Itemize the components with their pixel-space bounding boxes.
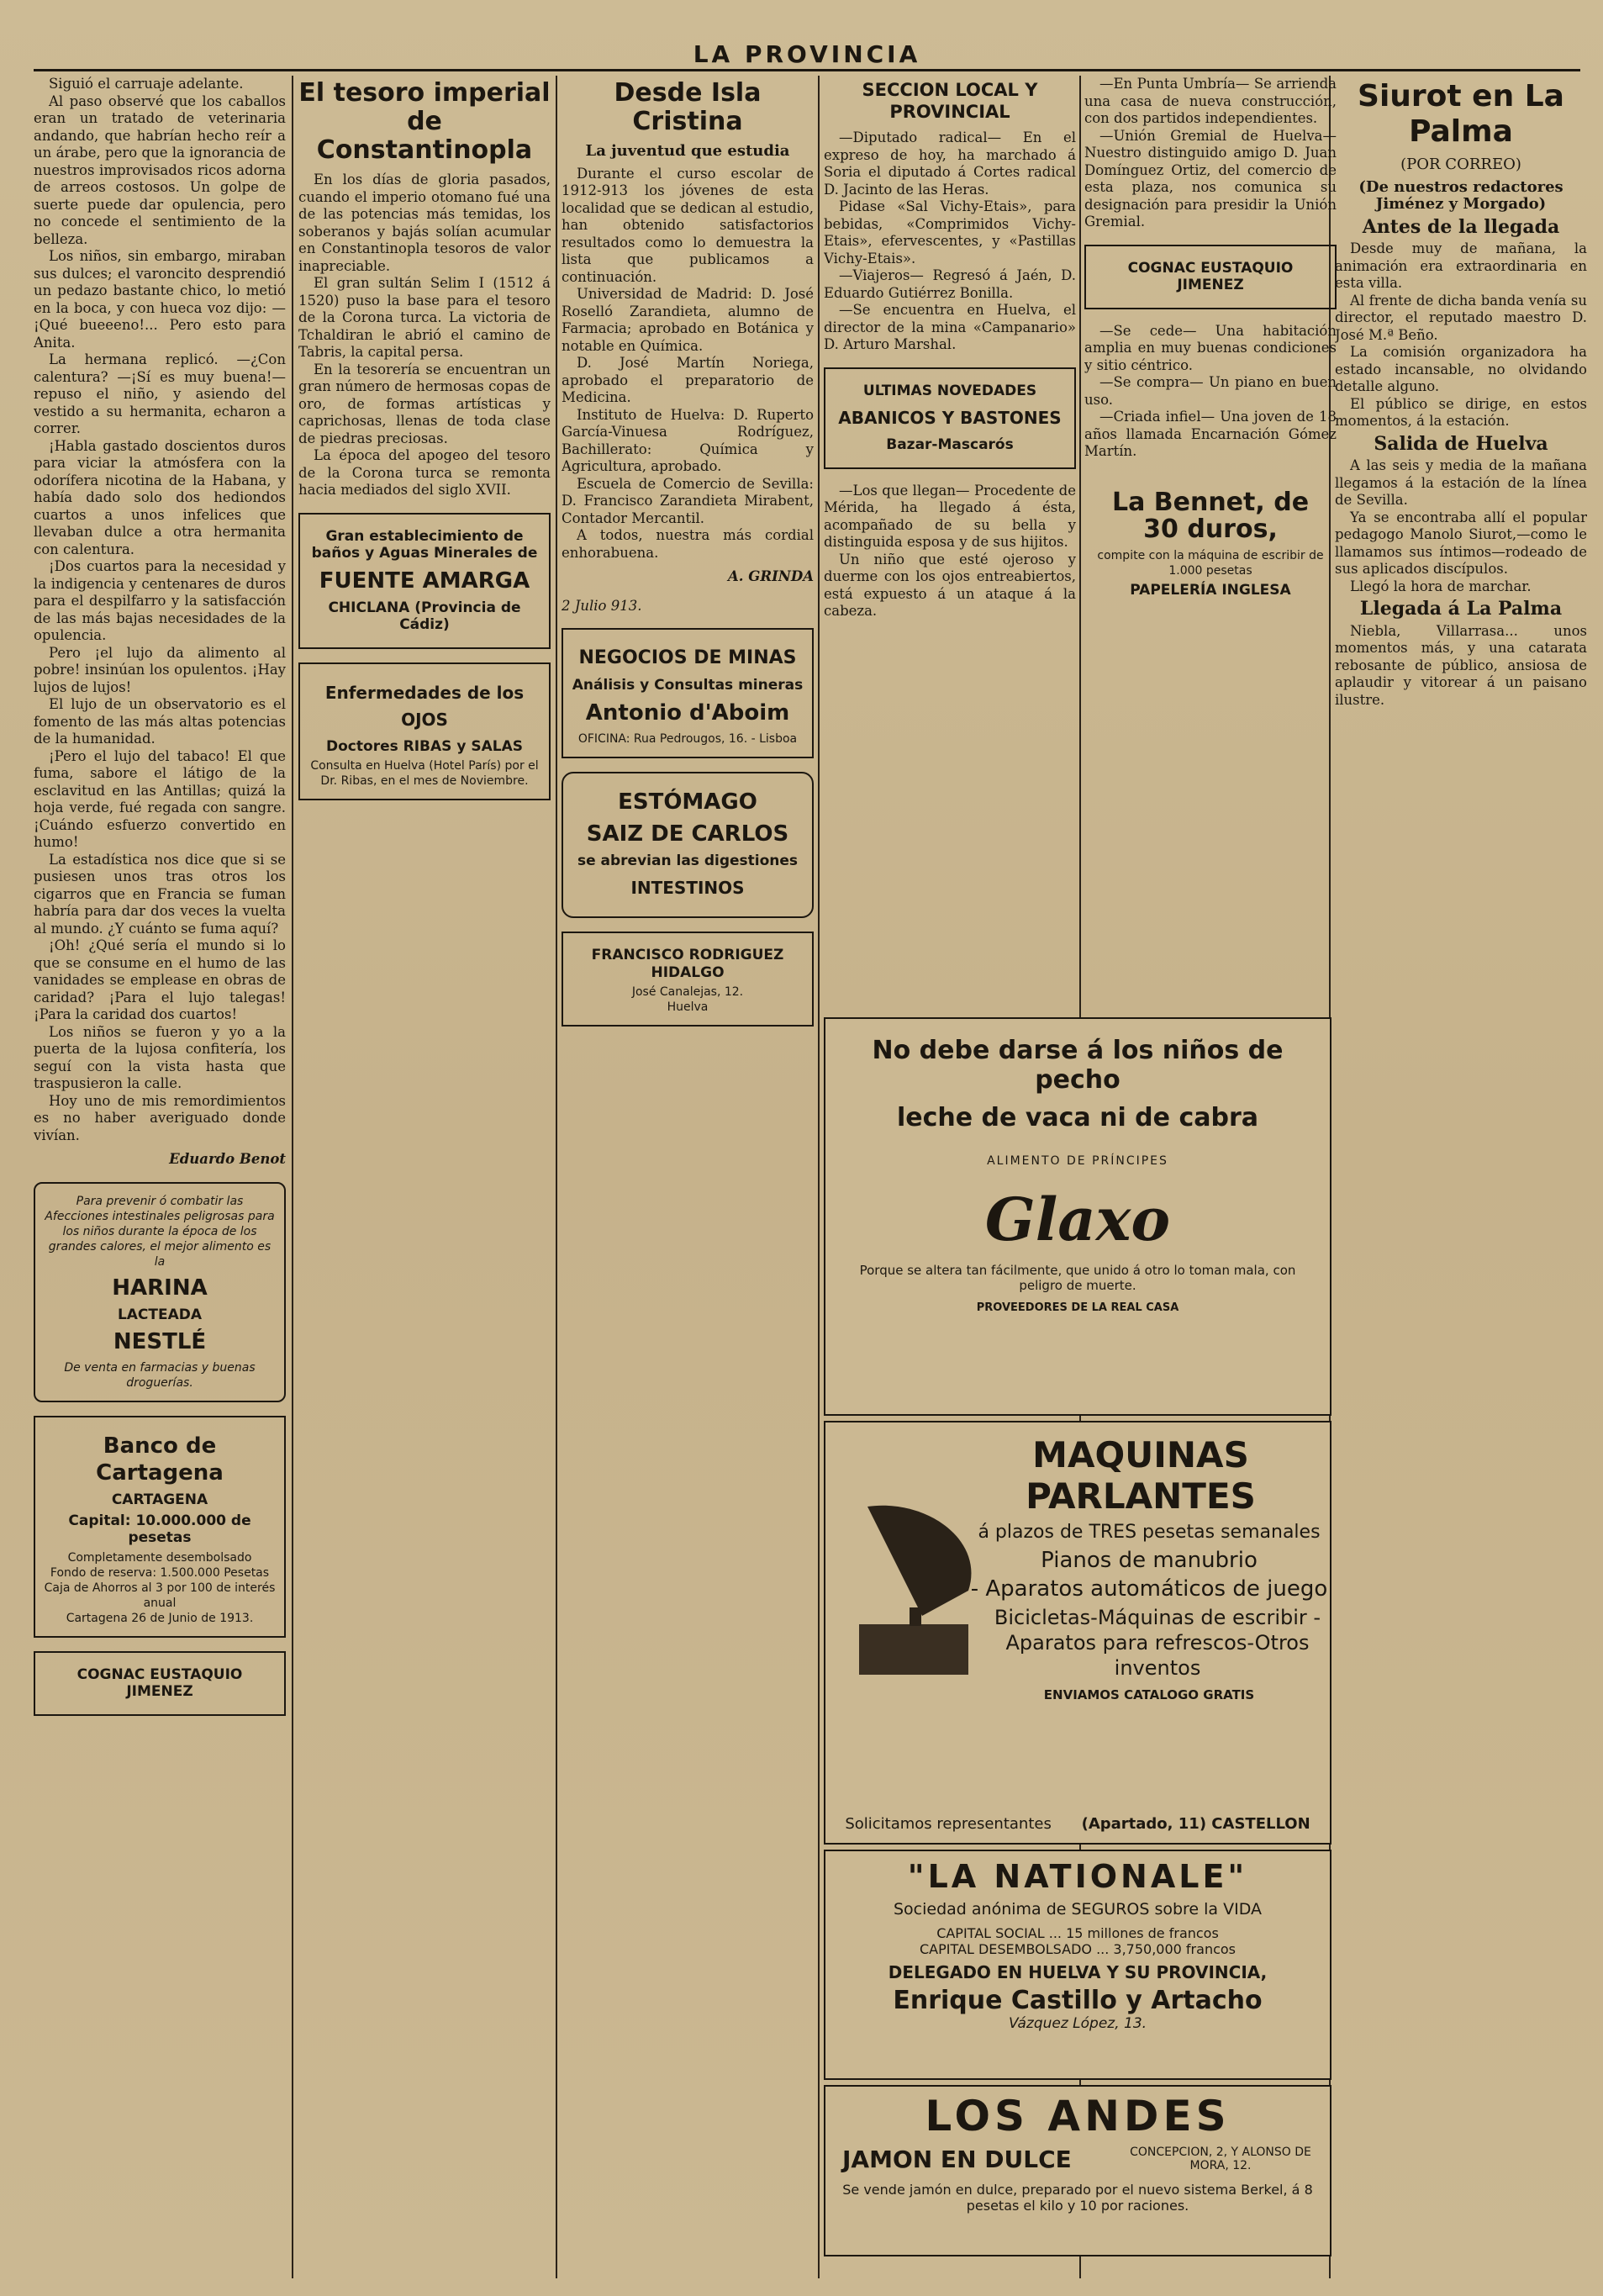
fans-line-2: ABANICOS Y BASTONES xyxy=(838,408,1062,428)
cognac-ad-2 xyxy=(1084,245,1337,309)
paragraph: —En Punta Umbría— Se arrienda una casa de nueva construcción, con dos partidos independientes. xyxy=(1084,76,1337,126)
column-2 xyxy=(298,76,551,2278)
col1-paragraphs xyxy=(34,76,286,1144)
paragraph: Los niños, sin embargo, miraban sus dulces; el varoncito desprendió un pedazo bastante chico, lo metió en la boca, y con hueca voz dijo: —¡Qué bueeeno!... Pero esto para Anita. xyxy=(34,248,286,351)
bank-name: Banco de Cartagena xyxy=(96,1433,224,1486)
paragraph: —Criada infiel— Una joven de 18 años llamada Encarnación Gómez Martín. xyxy=(1084,409,1337,459)
machines-ad xyxy=(824,1421,1331,1845)
glaxo-title-2: leche de vaca ni de cabra xyxy=(897,1103,1258,1132)
nationale-paid: CAPITAL DESEMBOLSADO ... 3,750,000 francos xyxy=(920,1941,1236,1957)
paragraph: Un niño que esté ojeroso y duerme con los ojos entreabiertos, está expuesto á un ataque á la cabeza. xyxy=(824,551,1076,619)
nestle-intro: Para prevenir ó combatir las Afecciones intestinales peligrosas para los niños durante la época de los grandes calores, el mejor alimento es la xyxy=(45,1194,275,1269)
bennet-sub: compite con la máquina de escribir de 1.000 pesetas xyxy=(1097,548,1324,578)
nationale-name: Enrique Castillo y Artacho xyxy=(893,1986,1263,2015)
rodriguez-ad xyxy=(562,932,814,1027)
paragraph: Niebla, Villarrasa... unos momentos más, y una catarata rebosante de público, ansiosa de aplaudir y vitorear á un paisano ilustre. xyxy=(1335,622,1587,708)
glaxo-title-1: No debe darse á los niños de pecho xyxy=(872,1036,1284,1095)
rodriguez-name: FRANCISCO RODRIGUEZ HIDALGO xyxy=(591,947,784,981)
andes-row xyxy=(825,2146,1330,2173)
section-heading: Llegada á La Palma xyxy=(1359,598,1563,620)
eyes-title: Enfermedades de los OJOS xyxy=(324,682,525,730)
paragraph: —Unión Gremial de Huelva— Nuestro distinguido amigo D. Juan Domínguez Ortiz, del comercio de esta plaza, nos comunica su designación para presidir la Unión Gremial. xyxy=(1084,127,1337,230)
column-1 xyxy=(34,76,286,2278)
stomach-sub: se abrevian las digestiones xyxy=(577,852,799,869)
eyes-text: Consulta en Huelva (Hotel París) por el Dr. Ribas, en el mes de Noviembre. xyxy=(310,759,539,788)
nationale-delegate: DELEGADO EN HUELVA Y SU PROVINCIA, xyxy=(888,1962,1268,1982)
section-title: SECCION LOCAL Y PROVINCIAL xyxy=(862,80,1038,122)
andes-text: Se vende jamón en dulce, preparado por el nuevo sistema Berkel, á 8 pesetas el kilo y 10 por raciones. xyxy=(842,2182,1313,2214)
paragraph: El lujo de un observatorio es el fomento de las más altas potencias de la humanidad. xyxy=(34,696,286,747)
stomach-bottom: INTESTINOS xyxy=(630,878,745,898)
section-heading: Salida de Huelva xyxy=(1374,432,1548,455)
paragraph: Pero ¡el lujo da alimento al pobre! insinúan los opulentos. ¡Hay lujos de lujos! xyxy=(34,644,286,695)
paragraph: —Los que llegan— Procedente de Mérida, ha llegado á ésta, acompañado de su bella y distinguida esposa y de sus hijitos. xyxy=(824,482,1076,550)
machines-address: (Apartado, 11) CASTELLON xyxy=(1081,1815,1310,1833)
paragraph: —Viajeros— Regresó á Jaén, D. Eduardo Gutiérrez Bonilla. xyxy=(824,267,1076,301)
paragraph: ¡Oh! ¿Qué sería el mundo si lo que se consume en el humo de las vanidades se emplease en obras de caridad? ¡Para el lujo talegas! ¡Para la caridad dos cuartos! xyxy=(34,937,286,1022)
byline: (POR CORREO) xyxy=(1400,156,1521,173)
eyes-doctors: Doctores RIBAS y SALAS xyxy=(326,737,523,755)
glaxo-text: Porque se altera tan fácilmente, que unido á otro lo toman mala, con peligro de muerte. xyxy=(859,1263,1296,1293)
paragraph: —Se encuentra en Huelva, el director de la mina «Campanario» D. Arturo Marshal. xyxy=(824,302,1076,352)
paragraph: —Diputado radical— En el expreso de hoy, ha marchado á Soria el diputado á Cortes radical D. Jacinto de las Heras. xyxy=(824,129,1076,198)
paragraph: A todos, nuestra más cordial enhorabuena. xyxy=(562,527,814,561)
signature: A. GRINDA xyxy=(727,568,814,584)
paragraph: Durante el curso escolar de 1912-913 los jóvenes de esta localidad que se dedican al estudio, han obtenido satisfactorios resultados como lo demuestra la lista que publicamos a continuación. xyxy=(562,165,814,285)
paragraph: Llegó la hora de marchar. xyxy=(1350,578,1532,594)
paragraph: Instituto de Huelva: D. Ruperto García-Vinuesa Rodríguez, Bachillerato: Química y Agricultura, aprobado. xyxy=(562,406,814,474)
mines-title: NEGOCIOS DE MINAS xyxy=(578,647,797,668)
paragraph: La hermana replicó. —¿Con calentura? —¡Sí es muy buena!—repuso el niño, y asiendo del vestido a su hermanita, echaron a correr. xyxy=(34,351,286,436)
paragraph: Siguió el carruaje adelante. xyxy=(49,76,244,92)
nationale-capital: CAPITAL SOCIAL ... 15 millones de francos xyxy=(936,1925,1219,1941)
stomach-ad xyxy=(562,772,814,919)
masthead-title: LA PROVINCIA xyxy=(693,40,921,68)
bennet-shop: PAPELERÍA INGLESA xyxy=(1130,581,1291,599)
bennet-ad xyxy=(1084,474,1337,613)
paragraph: —Se cede— Una habitación amplia en muy buenas condiciones y sitio céntrico. xyxy=(1084,322,1337,373)
signature: Eduardo Benot xyxy=(169,1151,286,1167)
masthead xyxy=(34,40,1580,71)
paragraph: La comisión organizadora ha estado incansable, no olvidando detalle alguno. xyxy=(1335,344,1587,394)
paragraph: En la tesorería se encuentran un gran número de hermosas copas de oro, de formas artísticas y caprichosas, llenas de toda clase de piedras preciosas. xyxy=(298,361,551,446)
mines-office: OFICINA: Rua Pedrougos, 16. - Lisboa xyxy=(577,731,798,746)
article-subtitle: La juventud que estudia xyxy=(585,142,790,160)
rodriguez-city: Huelva xyxy=(667,1000,709,1014)
paragraph: Universidad de Madrid: D. José Roselló Zarandieta, alumno de Farmacia; aprobado en Botánica y notable en Química. xyxy=(562,286,814,354)
paragraph: La época del apogeo del tesoro de la Corona turca se remonta hacia mediados del siglo XVII. xyxy=(298,447,551,498)
paragraph: A las seis y media de la mañana llegamos á la estación de la línea de Sevilla. xyxy=(1335,457,1587,508)
machines-sub: á plazos de TRES pesetas semanales xyxy=(978,1522,1321,1543)
section-heading: Antes de la llegada xyxy=(1362,215,1560,238)
paragraph: Los niños se fueron y yo a la puerta de la lujosa confitería, los seguí con la vista hasta que traspusieron la calle. xyxy=(34,1023,286,1091)
stomach-brand: SAIZ DE CARLOS xyxy=(586,821,789,847)
paragraph: D. José Martín Noriega, aprobado el preparatorio de Medicina. xyxy=(562,355,814,405)
article-title: Siurot en La Palma xyxy=(1358,79,1564,149)
baths-line-3: CHICLANA (Provincia de Cádiz) xyxy=(328,599,521,633)
nestle-brand-1: HARINA xyxy=(112,1275,208,1301)
authors: (De nuestros redactores Jiménez y Morgado) xyxy=(1358,177,1563,213)
baths-ad xyxy=(298,513,551,649)
bank-ad xyxy=(34,1416,286,1638)
paragraph: ¡Pero el lujo del tabaco! El que fuma, sabore el látigo de la esclavitud en las Antillas; quizá la hoja verde, fué regada con sangre. ¡Cuándo esfuerzo convertido en humo! xyxy=(34,747,286,850)
mines-name: Antonio d'Aboim xyxy=(585,699,790,726)
paragraph: Ya se encontraba allí el popular pedagogo Manolo Siurot,—como le llamamos sus íntimos—rodeado de sus aplicados discípulos. xyxy=(1335,509,1587,577)
glaxo-brand: Glaxo xyxy=(984,1185,1171,1254)
stomach-title: ESTÓMAGO xyxy=(618,789,757,815)
paragraph: ¡Habla gastado doscientos duros para viciar la atmósfera con la odorífera nicotina de la Habana, y había dado solo dos hediondos cuartos a unos infelices que llevaban dulce a otra hermanita con calentura. xyxy=(34,437,286,557)
cognac-label: COGNAC EUSTAQUIO JIMENEZ xyxy=(76,1665,243,1700)
machines-reps: Solicitamos representantes xyxy=(845,1815,1052,1833)
bank-savings: Caja de Ahorros al 3 por 100 de interés anual xyxy=(44,1581,276,1610)
nestle-ad xyxy=(34,1182,286,1403)
mines-ad xyxy=(562,628,814,758)
article-title: El tesoro imperial de Constantinopla xyxy=(298,78,551,165)
andes-address: CONCEPCION, 2, Y ALONSO DE MORA, 12. xyxy=(1130,2146,1311,2172)
machines-footer xyxy=(825,1815,1330,1833)
paragraph: Hoy uno de mis remordimientos es no haber averiguado donde vivían. xyxy=(34,1092,286,1143)
column-6 xyxy=(1335,76,1587,2278)
glaxo-label: ALIMENTO DE PRÍNCIPES xyxy=(987,1154,1168,1168)
nestle-brand-3: NESTLÉ xyxy=(113,1329,207,1354)
fans-line-1: ULTIMAS NOVEDADES xyxy=(862,382,1037,399)
cognac-ad-1 xyxy=(34,1651,286,1716)
machines-line-1: Pianos de manubrio xyxy=(1041,1548,1258,1573)
paragraph: Al frente de dicha banda venía su director, el reputado maestro D. José M.ª Beño. xyxy=(1335,292,1587,343)
paragraph: La estadística nos dice que si se pusiesen unos tras otros los cigarros que en Francia se fuman habría para dar dos veces la vuelta al mundo. ¿Y cuánto se fuma aquí? xyxy=(34,851,286,937)
rodriguez-addr: José Canalejas, 12. xyxy=(631,985,744,999)
nationale-title: "LA NATIONALE" xyxy=(907,1858,1248,1895)
bank-fund: Fondo de reserva: 1.500.000 Pesetas xyxy=(50,1565,270,1580)
cognac-label: COGNAC EUSTAQUIO JIMENEZ xyxy=(1127,259,1294,293)
column-3 xyxy=(562,76,814,2278)
glaxo-ad xyxy=(824,1017,1331,1416)
glaxo-footer: PROVEEDORES DE LA REAL CASA xyxy=(976,1301,1179,1314)
bank-city: CARTAGENA xyxy=(111,1491,208,1508)
baths-line-2: FUENTE AMARGA xyxy=(319,567,530,594)
paragraph: —Se compra— Un piano en buen uso. xyxy=(1084,374,1337,408)
mines-sub: Análisis y Consultas mineras xyxy=(572,677,804,694)
bennet-title: La Bennet, de 30 duros, xyxy=(1111,487,1310,544)
machines-line-2: - Aparatos automáticos de juego xyxy=(970,1576,1328,1602)
nationale-sub: Sociedad anónima de SEGUROS sobre la VIDA xyxy=(893,1900,1263,1919)
baths-line-1: Gran establecimiento de baños y Aguas Minerales de xyxy=(311,527,538,562)
bank-date: Cartagena 26 de Junio de 1913. xyxy=(66,1611,254,1625)
paragraph: El público se dirige, en estos momentos, á la estación. xyxy=(1335,395,1587,429)
paragraph: Pidase «Sal Vichy-Etais», para bebidas, «Comprimidos Vichy-Etais», efervescentes, y «Pastillas Vichy-Etais». xyxy=(824,198,1076,267)
paragraph: En los días de gloria pasados, cuando el imperio otomano fué una de las potencias más temidas, los soberanos y bajás solían acumular en Constantinopla tesoros de valor inapreciable. xyxy=(298,172,551,274)
machines-line-4: ENVIAMOS CATALOGO GRATIS xyxy=(1043,1687,1255,1702)
nestle-brand-2: LACTEADA xyxy=(117,1306,203,1323)
gramophone-icon xyxy=(842,1490,985,1683)
bank-capital: Capital: 10.000.000 de pesetas xyxy=(68,1512,251,1546)
paragraph: Desde muy de mañana, la animación era extraordinaria en esta villa. xyxy=(1335,240,1587,291)
eyes-ad xyxy=(298,662,551,801)
fans-ad xyxy=(824,367,1076,469)
paragraph: Escuela de Comercio de Sevilla: D. Francisco Zarandieta Mirabent, Contador Mercantil. xyxy=(562,475,814,526)
article-title: Desde Isla Cristina xyxy=(614,78,762,136)
nationale-ad xyxy=(824,1850,1331,2080)
nationale-address: Vázquez López, 13. xyxy=(1008,2015,1147,2032)
article-date: 2 Julio 913. xyxy=(562,597,642,614)
machines-title: MAQUINAS PARLANTES xyxy=(1026,1434,1256,1517)
bank-paid: Completamente desembolsado xyxy=(67,1550,252,1565)
andes-title: LOS ANDES xyxy=(925,2092,1231,2140)
paragraph: El gran sultán Selim I (1512 á 1520) puso la base para el tesoro de la Corona turca. La victoria de Tchaldiran le abrió el camino de Tabris, la capital persa. xyxy=(298,275,551,360)
paragraph: Al paso observé que los caballos eran un tratado de veterinaria andando, que habrían hecho reír a un árabe, pero que la ignorancia de nuestros improvisados ricos adorna de arreos costosos. Un golpe de suerte puede dar opulencia, pero no concede el sentimiento de la belleza. xyxy=(34,92,286,247)
andes-ad xyxy=(824,2085,1331,2256)
column-4 xyxy=(824,76,1076,1000)
machines-line-3: Bicicletas-Máquinas de escribir - Aparatos para refrescos-Otros inventos xyxy=(994,1606,1321,1680)
andes-sub: JAMON EN DULCE xyxy=(842,2146,1072,2173)
fans-line-3: Bazar-Mascarós xyxy=(886,436,1014,453)
column-5 xyxy=(1084,76,1337,1000)
nestle-footer: De venta en farmacias y buenas droguerías. xyxy=(64,1361,256,1390)
paragraph: ¡Dos cuartos para la necesidad y la indigencia y centenares de duros para el despilfarro y la satisfacción de las más bajas necesidades de la opulencia. xyxy=(34,558,286,643)
